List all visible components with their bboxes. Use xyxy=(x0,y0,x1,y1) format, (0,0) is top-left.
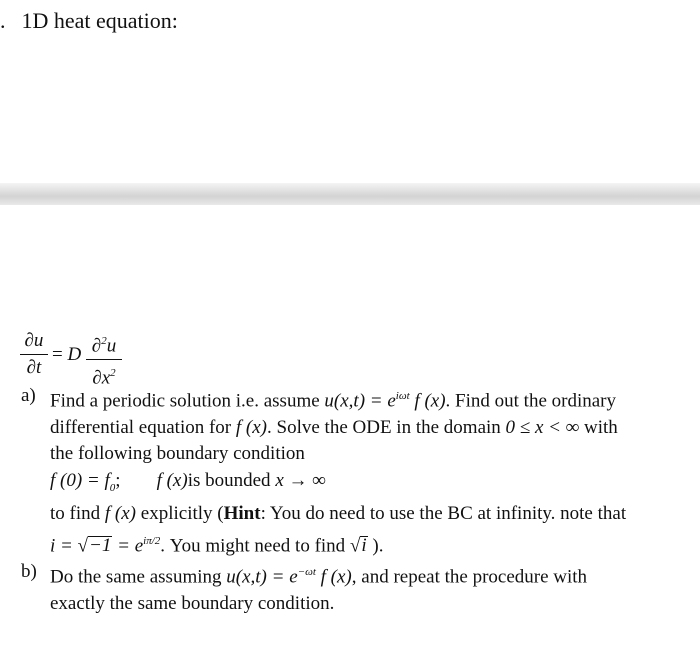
time-derivative-fraction xyxy=(20,330,48,379)
equals-sign: = xyxy=(52,344,63,365)
equals-coefficient xyxy=(52,344,81,366)
part-a-line-1 xyxy=(50,383,691,415)
math-exponent: iωt xyxy=(395,390,410,402)
problem-heading xyxy=(0,8,178,34)
math-radicand: i xyxy=(361,534,367,556)
part-b-marker: b) xyxy=(21,561,37,583)
part-b-line-1 xyxy=(50,559,691,591)
denominator-variable: ∂x xyxy=(92,367,111,389)
sqrt-symbol: √ xyxy=(77,534,89,556)
sqrt-symbol: √ xyxy=(349,534,361,556)
part-a-marker: a) xyxy=(21,385,36,406)
question-list xyxy=(21,383,691,618)
part-a-line-3: the following boundary condition xyxy=(50,443,305,465)
math-exponent: −ωt xyxy=(297,566,316,579)
time-derivative-denominator: ∂t xyxy=(26,357,42,378)
text-span: . Solve the ODE in the domain xyxy=(267,416,506,438)
math-limit: x → ∞ xyxy=(275,469,326,491)
text-span: . You might need to find xyxy=(160,534,350,556)
denominator-exponent: 2 xyxy=(110,367,116,380)
space-derivative-numerator xyxy=(86,330,122,357)
numerator-exponent: 2 xyxy=(101,335,107,347)
time-derivative-numerator: ∂u xyxy=(24,330,44,351)
text-span: with xyxy=(579,416,618,438)
problem-title: 1D heat equation: xyxy=(21,8,178,33)
part-a-line-6 xyxy=(50,528,691,560)
part-a-line-2 xyxy=(50,415,691,442)
text-span: Do the same assuming xyxy=(50,566,227,588)
numerator-variable: u xyxy=(106,335,117,357)
math-subscript: 0 xyxy=(109,481,116,494)
math-exponent: iπ/2 xyxy=(143,534,161,547)
fraction-bar xyxy=(86,359,122,360)
math-bc1: f (0) = f xyxy=(50,469,110,491)
text-span: differential equation for xyxy=(50,416,236,438)
diffusion-coefficient: D xyxy=(67,344,82,365)
part-a-line-5 xyxy=(50,501,691,528)
text-span: , and repeat the procedure with xyxy=(351,566,588,588)
math-u: u(x,t) = e xyxy=(226,566,298,588)
part-a-boundary-conditions xyxy=(50,468,691,501)
fraction-bar xyxy=(20,354,48,355)
heat-equation xyxy=(20,330,140,389)
math-u: u(x,t) = e xyxy=(324,390,396,412)
space-derivative-fraction xyxy=(86,330,122,390)
math-euler: = e xyxy=(112,534,144,556)
math-radicand: −1 xyxy=(89,534,112,556)
math-domain: 0 ≤ x < ∞ xyxy=(505,416,580,438)
text-span: Find a periodic solution i.e. assume xyxy=(50,390,325,412)
math-i: i = xyxy=(50,534,78,556)
part-a xyxy=(21,383,691,559)
partial-symbol: ∂ xyxy=(91,335,102,357)
text-span: explicitly ( xyxy=(136,503,224,525)
text-span: ; xyxy=(115,469,121,491)
text-span: . Find out the ordinary xyxy=(445,390,616,412)
math-f: f (x) xyxy=(235,416,268,438)
math-f: f (x) xyxy=(156,469,188,491)
hint-label: Hint xyxy=(223,503,261,525)
separator-band xyxy=(0,183,700,205)
text-span: : You do need to use the BC at infinity. note that xyxy=(260,503,627,525)
part-b-line-2: exactly the same boundary condition. xyxy=(50,593,335,615)
text-span: to find xyxy=(50,503,105,525)
text-span: ). xyxy=(367,534,384,556)
text-span: is bounded xyxy=(187,469,276,491)
problem-number: . xyxy=(0,8,6,33)
part-b xyxy=(21,559,691,617)
math-f: f (x) xyxy=(104,503,137,525)
math-f: f (x) xyxy=(315,566,352,588)
math-f: f (x) xyxy=(409,390,446,412)
